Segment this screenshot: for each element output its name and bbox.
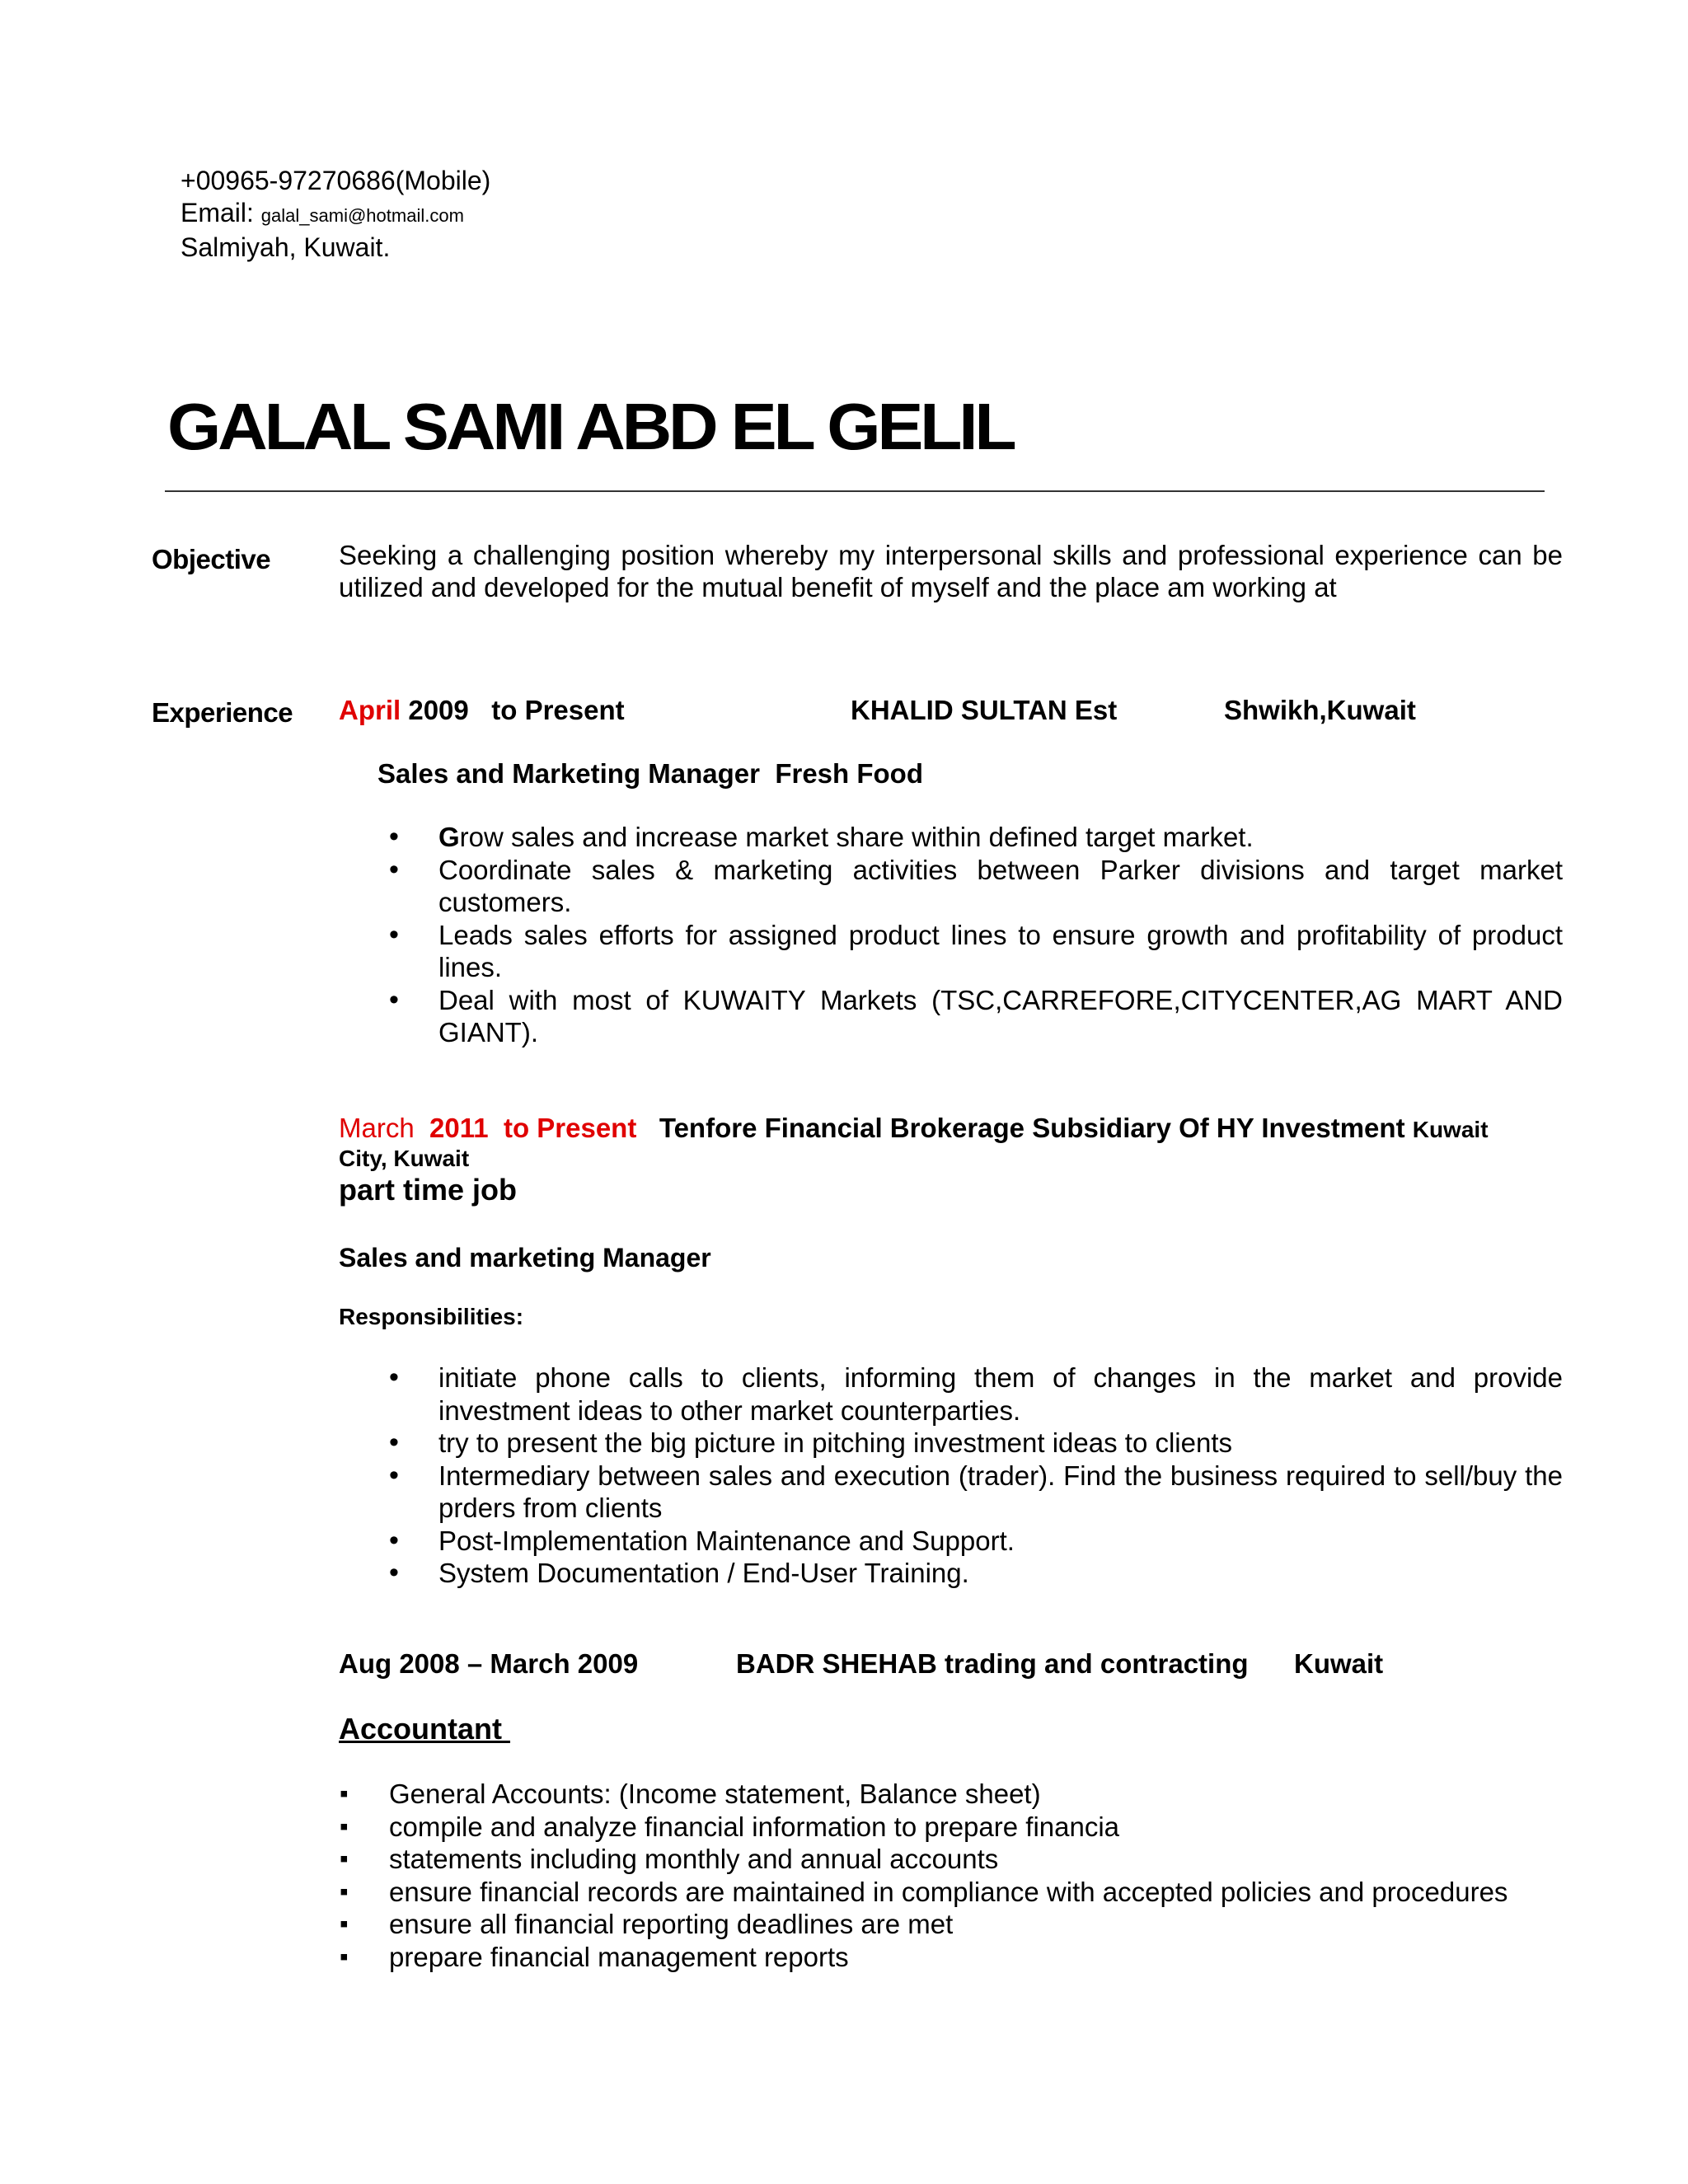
list-item	[438, 984, 1563, 1049]
list-item: • System Documentation / End-User Training.	[438, 1557, 1563, 1590]
job1-bullet-list	[438, 821, 1563, 1049]
contact-block	[181, 165, 490, 264]
list-item	[438, 919, 1563, 984]
list-item: ▪ ensure financial records are maintained in compliance with accepted policies and procedures	[389, 1876, 1559, 1909]
list-item: • try to present the big picture in pitching investment ideas to clients	[438, 1427, 1563, 1460]
contact-email[interactable]: galal_sami@hotmail.com	[260, 205, 464, 226]
job1-company: KHALID SULTAN Est	[851, 695, 1118, 725]
bullet-text: Deal with most of KUWAITY Markets (TSC,CARREFORE,CITYCENTER,AG MART AND GIANT).	[438, 984, 1563, 1047]
job1-month: April	[339, 695, 401, 725]
list-item: ▪ ensure all financial reporting deadlines are met	[389, 1908, 1559, 1941]
bullet-text: Coordinate sales & marketing activities between Parker divisions and target market customers.	[438, 854, 1563, 917]
job1-location: Shwikh,Kuwait	[1224, 695, 1416, 725]
job2-location-a: Kuwait	[1412, 1117, 1489, 1142]
list-item: ▪ compile and analyze financial information to prepare financia	[389, 1811, 1559, 1844]
list-item: • Post-Implementation Maintenance and Support.	[438, 1525, 1563, 1558]
job3-location: Kuwait	[1294, 1648, 1384, 1679]
list-item: ▪ General Accounts: (Income statement, Balance sheet)	[389, 1778, 1559, 1811]
bullet-text: row sales and increase market share within defined target market.	[459, 822, 1254, 852]
objective-text: Seeking a challenging position whereby my interpersonal skills and professional experience can be utilized and developed for the mutual benefit of myself and the place am working at	[339, 540, 1563, 602]
job2-date-range: 2011 to Present	[429, 1113, 637, 1143]
job2-company: Tenfore Financial Brokerage Subsidiary Of HY Investment	[659, 1113, 1405, 1143]
contact-address: Salmiyah, Kuwait.	[181, 232, 391, 262]
contact-email-line	[181, 197, 490, 232]
job2-location-b: City, Kuwait	[339, 1146, 470, 1171]
job1-title: Sales and Marketing Manager Fresh Food	[377, 758, 923, 789]
list-item: • initiate phone calls to clients, informing them of changes in the market and provide investment ideas to other market counterparties.	[438, 1361, 1563, 1427]
job2-type: part time job	[339, 1173, 518, 1207]
job1-dates	[339, 695, 625, 726]
candidate-name: GALAL SAMI ABD EL GELIL	[167, 390, 1014, 463]
objective-label: Objective	[152, 544, 271, 574]
list-item	[438, 821, 1563, 854]
job3-title: Accountant	[339, 1712, 511, 1746]
job2-header	[339, 1113, 1575, 1144]
job1-date-range: 2009 to Present	[401, 695, 625, 725]
experience-label: Experience	[152, 697, 293, 728]
job2-responsibilities-label: Responsibilities:	[339, 1304, 524, 1329]
list-item: ▪ prepare financial management reports	[389, 1941, 1559, 1974]
list-item: ▪ statements including monthly and annual accounts	[389, 1843, 1559, 1876]
list-item	[438, 854, 1563, 919]
contact-email-label: Email:	[181, 198, 254, 227]
job3-dates: Aug 2008 – March 2009	[339, 1648, 639, 1679]
job2-month: March	[339, 1113, 415, 1143]
bullet-initial: G	[438, 822, 460, 852]
job3-bullet-list	[389, 1778, 1559, 1973]
header-divider	[165, 490, 1545, 492]
job2-title: Sales and marketing Manager	[339, 1243, 711, 1272]
list-item: • Intermediary between sales and execution (trader). Find the business required to sell/buy the prders from clients	[438, 1460, 1563, 1525]
job3-company: BADR SHEHAB trading and contracting	[736, 1648, 1249, 1679]
job2-bullet-list	[438, 1361, 1563, 1590]
contact-phone: +00965-97270686(Mobile)	[181, 166, 491, 195]
bullet-text: Leads sales efforts for assigned product lines to ensure growth and profitability of product lines.	[438, 919, 1563, 982]
